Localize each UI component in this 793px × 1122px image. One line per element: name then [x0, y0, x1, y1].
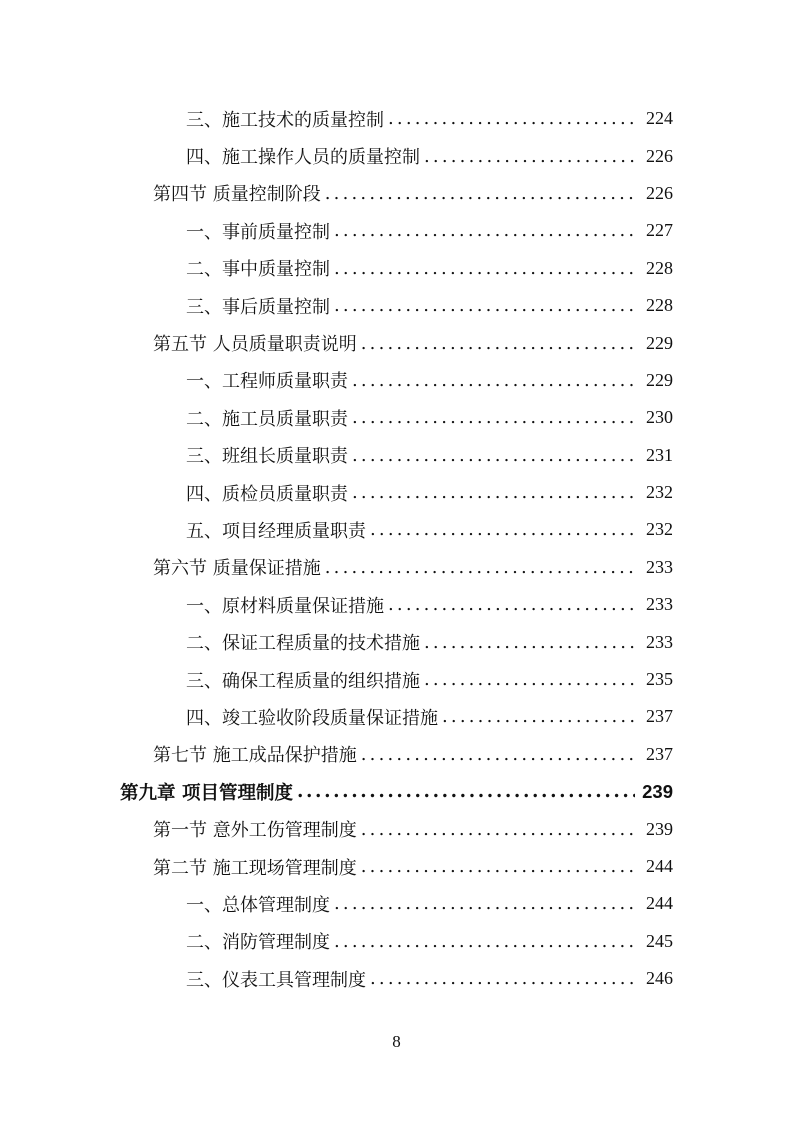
toc-entry-title: 二、施工员质量职责	[186, 408, 348, 430]
toc-leader-dots	[352, 370, 635, 391]
toc-entry-title: 一、事前质量控制	[186, 221, 330, 243]
toc-entry-page: 229	[646, 332, 673, 353]
toc-entry[interactable]	[0, 212, 793, 249]
toc-entry-page: 232	[646, 519, 673, 540]
table-of-contents	[0, 100, 793, 997]
toc-entry[interactable]	[0, 437, 793, 474]
toc-entry-page: 228	[646, 295, 673, 316]
toc-entry[interactable]	[0, 623, 793, 660]
toc-entry-page: 244	[646, 893, 673, 914]
toc-entry-title: 第一节 意外工伤管理制度	[153, 820, 357, 842]
toc-leader-dots	[325, 557, 635, 578]
toc-entry-page: 245	[646, 930, 673, 951]
toc-entry[interactable]	[0, 511, 793, 548]
toc-leader-dots	[361, 744, 635, 765]
toc-leader-dots	[334, 220, 635, 241]
toc-entry-title: 五、项目经理质量职责	[186, 520, 366, 542]
toc-entry-title: 二、消防管理制度	[186, 932, 330, 954]
toc-leader-dots	[334, 893, 635, 914]
toc-entry-title: 四、施工操作人员的质量控制	[186, 147, 420, 169]
toc-entry[interactable]	[0, 586, 793, 623]
toc-leader-dots	[361, 856, 635, 877]
toc-entry[interactable]	[0, 100, 793, 137]
toc-leader-dots	[352, 445, 635, 466]
toc-leader-dots	[352, 482, 635, 503]
toc-entry[interactable]	[0, 362, 793, 399]
toc-leader-dots	[424, 146, 635, 167]
toc-entry-title: 第六节 质量保证措施	[153, 558, 321, 580]
toc-entry[interactable]	[0, 848, 793, 885]
toc-leader-dots	[361, 333, 635, 354]
toc-entry-page: 233	[646, 556, 673, 577]
toc-leader-dots	[388, 108, 635, 129]
toc-entry[interactable]	[0, 324, 793, 361]
toc-chapter-entry[interactable]	[0, 773, 793, 810]
toc-leader-dots	[424, 632, 635, 653]
toc-entry-title: 四、质检员质量职责	[186, 483, 348, 505]
toc-leader-dots	[297, 781, 635, 802]
toc-entry-title: 一、工程师质量职责	[186, 371, 348, 393]
toc-entry-page: 229	[646, 369, 673, 390]
toc-entry[interactable]	[0, 923, 793, 960]
toc-entry[interactable]	[0, 474, 793, 511]
toc-entry-page: 246	[646, 968, 673, 989]
toc-leader-dots	[388, 594, 635, 615]
toc-entry-title: 第七节 施工成品保护措施	[153, 745, 357, 767]
toc-entry-title: 第二节 施工现场管理制度	[153, 857, 357, 879]
toc-leader-dots	[334, 295, 635, 316]
toc-entry-page: 228	[646, 257, 673, 278]
toc-entry-title: 三、施工技术的质量控制	[186, 109, 384, 131]
toc-entry-title: 第四节 质量控制阶段	[153, 184, 321, 206]
toc-leader-dots	[370, 519, 635, 540]
toc-entry-page: 239	[646, 818, 673, 839]
toc-entry[interactable]	[0, 736, 793, 773]
toc-entry[interactable]	[0, 549, 793, 586]
toc-leader-dots	[370, 968, 635, 989]
page-number: 8	[392, 1032, 401, 1051]
toc-entry-page: 233	[646, 594, 673, 615]
toc-entry[interactable]	[0, 960, 793, 997]
toc-leader-dots	[442, 706, 635, 727]
toc-entry[interactable]	[0, 287, 793, 324]
toc-entry[interactable]	[0, 661, 793, 698]
toc-entry-page: 237	[646, 706, 673, 727]
toc-entry-title: 一、原材料质量保证措施	[186, 595, 384, 617]
toc-entry-page: 235	[646, 669, 673, 690]
toc-leader-dots	[361, 819, 635, 840]
toc-entry[interactable]	[0, 810, 793, 847]
toc-entry-page: 237	[646, 743, 673, 764]
toc-entry-page: 230	[646, 407, 673, 428]
toc-entry-page: 244	[646, 856, 673, 876]
toc-entry-title: 二、事中质量控制	[186, 259, 330, 281]
toc-entry-title: 第九章 项目管理制度	[120, 782, 293, 804]
toc-leader-dots	[334, 931, 635, 952]
toc-entry[interactable]	[0, 250, 793, 287]
toc-entry-page: 224	[646, 108, 673, 129]
toc-entry-title: 三、班组长质量职责	[186, 446, 348, 468]
toc-entry-page: 233	[646, 631, 673, 652]
toc-leader-dots	[424, 669, 635, 690]
toc-entry[interactable]	[0, 698, 793, 735]
toc-leader-dots	[325, 183, 635, 204]
toc-entry-title: 三、确保工程质量的组织措施	[186, 670, 420, 692]
toc-entry-page: 227	[646, 220, 673, 241]
toc-entry-page: 239	[642, 780, 673, 802]
toc-entry-title: 一、总体管理制度	[186, 894, 330, 916]
toc-entry[interactable]	[0, 399, 793, 436]
toc-entry-title: 二、保证工程质量的技术措施	[186, 633, 420, 655]
toc-entry[interactable]	[0, 137, 793, 174]
toc-leader-dots	[334, 258, 635, 279]
toc-entry-page: 226	[646, 145, 673, 166]
toc-entry-page: 231	[646, 444, 673, 465]
toc-entry-page: 232	[646, 482, 673, 503]
toc-entry-title: 三、仪表工具管理制度	[186, 969, 366, 991]
toc-leader-dots	[352, 407, 635, 428]
toc-entry[interactable]	[0, 885, 793, 922]
toc-entry-title: 四、竣工验收阶段质量保证措施	[186, 707, 438, 729]
toc-entry-page: 226	[646, 182, 673, 203]
toc-entry-title: 第五节 人员质量职责说明	[153, 334, 357, 356]
toc-entry-title: 三、事后质量控制	[186, 296, 330, 318]
toc-entry[interactable]	[0, 175, 793, 212]
